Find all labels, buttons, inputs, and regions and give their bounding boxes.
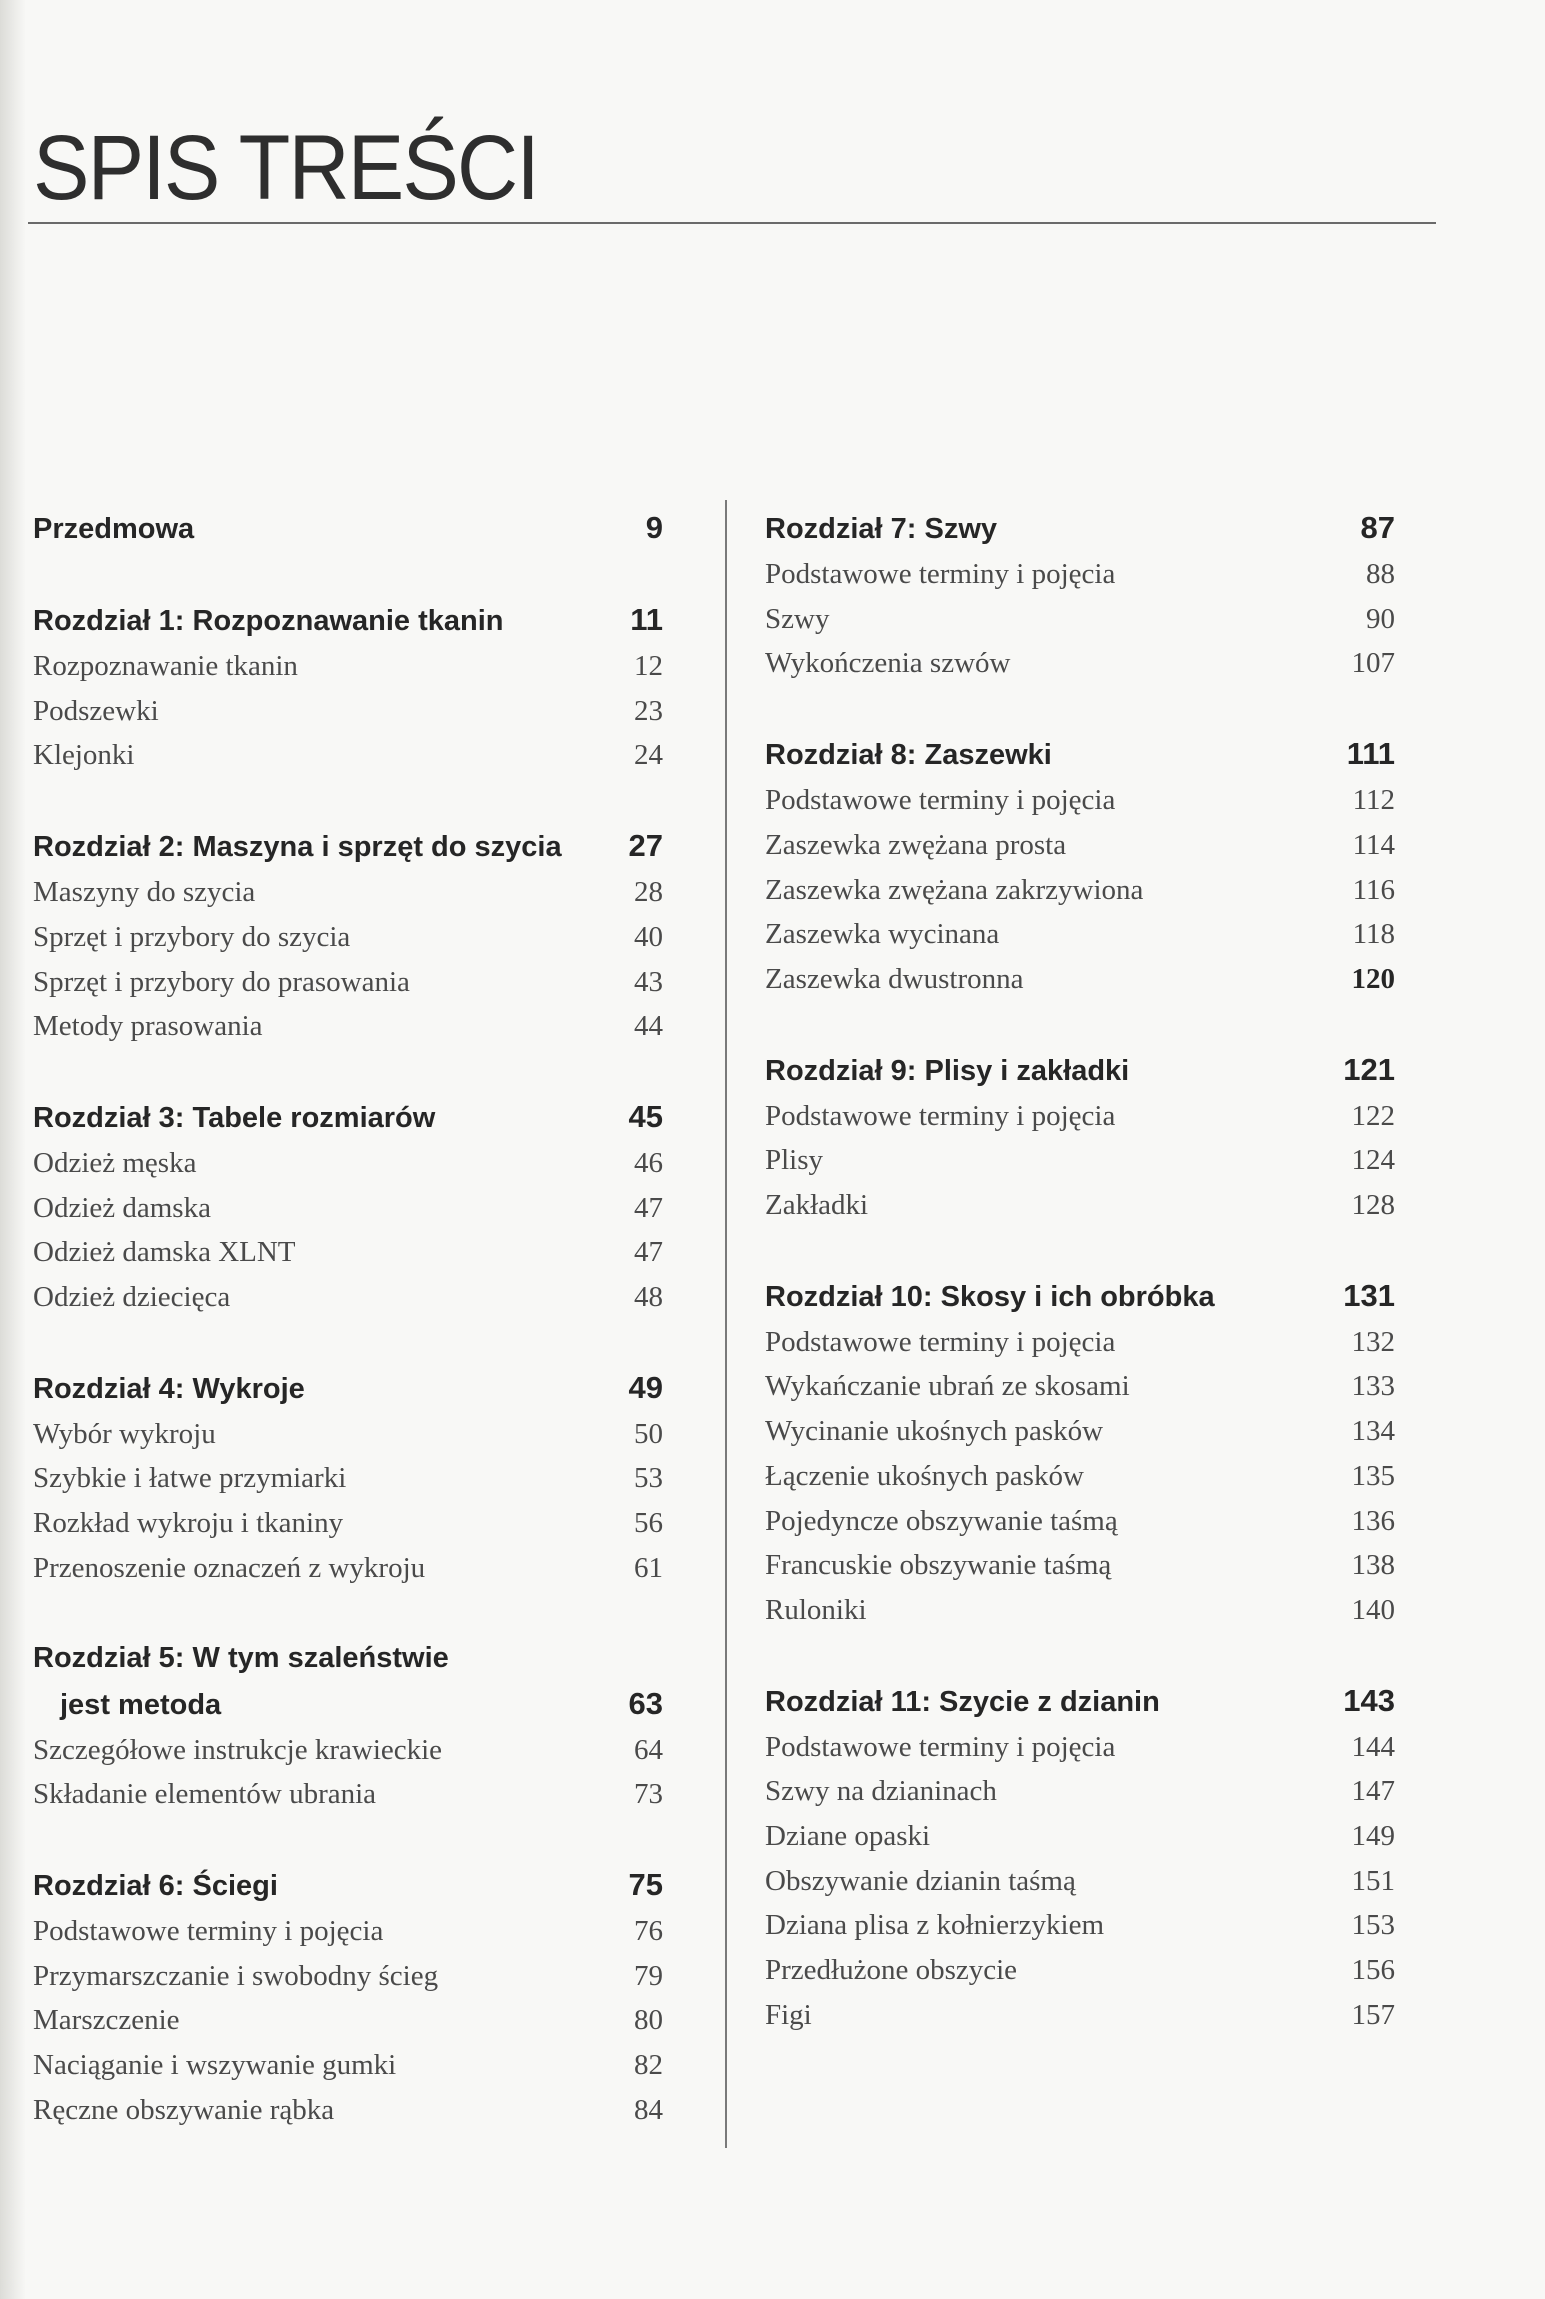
chapter-title: Rozdział 8: Zaszewki xyxy=(765,739,1052,772)
chapter-heading xyxy=(765,1047,1395,1094)
entry-page-number: 24 xyxy=(634,739,663,772)
chapter-page-number: 111 xyxy=(1346,736,1395,772)
entry-label: Wycinanie ukośnych pasków xyxy=(765,1415,1104,1448)
toc-entry xyxy=(33,1772,663,1817)
entry-page-number: 61 xyxy=(634,1551,663,1584)
chapter-page-number: 143 xyxy=(1343,1682,1395,1718)
entry-label: Zaszewka zwężana prosta xyxy=(765,828,1067,861)
chapter-title: Rozdział 6: Ściegi xyxy=(33,1869,278,1902)
toc-entry xyxy=(765,597,1395,642)
entry-label: Odzież damska XLNT xyxy=(33,1236,296,1269)
entry-label: Zaszewka wycinana xyxy=(765,918,1000,951)
entry-page-number: 124 xyxy=(1351,1144,1395,1177)
chapter-page-number: 11 xyxy=(630,602,663,637)
entry-page-number: 43 xyxy=(634,965,663,998)
chapter-title: Przedmowa xyxy=(33,513,195,545)
entry-page-number: 46 xyxy=(634,1146,663,1179)
entry-label: Odzież męska xyxy=(33,1146,197,1179)
toc-entry xyxy=(765,1409,1395,1454)
entry-page-number: 112 xyxy=(1352,784,1395,817)
toc-entry xyxy=(765,1948,1395,1993)
toc-entry xyxy=(765,1588,1395,1633)
toc-entry xyxy=(33,960,663,1005)
entry-label: Odzież dziecięca xyxy=(33,1281,231,1314)
chapter-heading xyxy=(33,597,663,644)
toc-section xyxy=(765,1678,1395,2038)
entry-page-number: 138 xyxy=(1351,1549,1395,1582)
entry-label: Szwy xyxy=(765,602,830,635)
entry-page-number: 149 xyxy=(1351,1820,1395,1853)
toc-entry xyxy=(33,1909,663,1954)
toc-section xyxy=(765,505,1395,686)
entry-page-number: 136 xyxy=(1351,1504,1395,1537)
entry-page-number: 122 xyxy=(1351,1099,1395,1132)
chapter-title: Rozdział 7: Szwy xyxy=(765,513,998,545)
entry-page-number: 118 xyxy=(1352,918,1395,951)
chapter-heading xyxy=(33,505,663,552)
chapter-page-number: 49 xyxy=(628,1369,663,1405)
entry-label: Maszyny do szycia xyxy=(33,876,256,909)
entry-label: Sprzęt i przybory do prasowania xyxy=(33,965,410,998)
entry-page-number: 44 xyxy=(634,1010,663,1043)
entry-page-number: 116 xyxy=(1352,873,1395,906)
entry-label: Klejonki xyxy=(33,739,135,772)
entry-label: Ruloniki xyxy=(765,1593,867,1626)
entry-label: Składanie elementów ubrania xyxy=(33,1778,377,1811)
chapter-heading xyxy=(33,1636,663,1681)
toc-section xyxy=(765,731,1395,1002)
toc-section xyxy=(33,1094,663,1320)
chapter-page-number: 63 xyxy=(628,1685,663,1721)
chapter-heading xyxy=(33,1862,663,1909)
toc-right-column xyxy=(765,505,1395,2083)
entry-page-number: 114 xyxy=(1352,828,1395,861)
chapter-title: Rozdział 2: Maszyna i sprzęt do szycia xyxy=(33,831,562,864)
entry-label: Odzież damska xyxy=(33,1191,211,1224)
toc-entry xyxy=(765,1320,1395,1365)
entry-page-number: 157 xyxy=(1351,1998,1395,2031)
entry-page-number: 47 xyxy=(634,1191,663,1224)
toc-entry xyxy=(33,644,663,689)
entry-label: Podstawowe terminy i pojęcia xyxy=(33,1914,384,1947)
toc-entry xyxy=(33,1456,663,1501)
toc-entry xyxy=(765,1769,1395,1814)
toc-entry xyxy=(765,1183,1395,1228)
entry-label: Dziana plisa z kołnierzykiem xyxy=(765,1909,1105,1942)
entry-label: Francuskie obszywanie taśmą xyxy=(765,1549,1112,1582)
entry-label: Plisy xyxy=(765,1144,824,1177)
entry-page-number: 28 xyxy=(634,876,663,909)
entry-label: Przedłużone obszycie xyxy=(765,1954,1018,1987)
toc-entry xyxy=(765,1859,1395,1904)
toc-section xyxy=(33,823,663,1049)
toc-section xyxy=(33,505,663,552)
entry-label: Sprzęt i przybory do szycia xyxy=(33,920,351,953)
entry-label: Przenoszenie oznaczeń z wykroju xyxy=(33,1551,426,1584)
chapter-title: jest metoda xyxy=(60,1688,222,1721)
toc-section xyxy=(33,1636,663,1817)
toc-entry xyxy=(33,2088,663,2133)
toc-entry xyxy=(765,552,1395,597)
toc-entry xyxy=(765,1454,1395,1499)
chapter-title: Rozdział 3: Tabele rozmiarów xyxy=(33,1101,436,1134)
toc-entry xyxy=(33,915,663,960)
toc-entry xyxy=(33,689,663,734)
chapter-heading xyxy=(765,1678,1395,1725)
toc-entry xyxy=(765,778,1395,823)
toc-section xyxy=(33,597,663,778)
entry-label: Wybór wykroju xyxy=(33,1417,216,1450)
entry-label: Marszczenie xyxy=(33,2004,180,2037)
entry-label: Rozpoznawanie tkanin xyxy=(33,650,298,682)
entry-label: Pojedyncze obszywanie taśmą xyxy=(765,1504,1118,1537)
toc-entry xyxy=(33,1546,663,1591)
entry-page-number: 140 xyxy=(1351,1593,1395,1626)
entry-page-number: 134 xyxy=(1351,1415,1395,1448)
entry-label: Ręczne obszywanie rąbka xyxy=(33,2093,335,2126)
chapter-heading xyxy=(33,823,663,870)
chapter-title: Rozdział 1: Rozpoznawanie tkanin xyxy=(33,605,504,637)
entry-page-number: 144 xyxy=(1351,1730,1395,1763)
entry-page-number: 88 xyxy=(1366,558,1395,590)
entry-label: Szybkie i łatwe przymiarki xyxy=(33,1462,347,1495)
entry-page-number: 151 xyxy=(1351,1864,1395,1897)
toc-entry xyxy=(33,1141,663,1186)
toc-section xyxy=(765,1273,1395,1633)
entry-page-number: 156 xyxy=(1351,1954,1395,1987)
toc-entry xyxy=(765,1903,1395,1948)
toc-entry xyxy=(765,823,1395,868)
chapter-heading xyxy=(765,1273,1395,1320)
entry-label: Podstawowe terminy i pojęcia xyxy=(765,1099,1116,1132)
entry-page-number: 12 xyxy=(634,650,663,682)
entry-label: Podstawowe terminy i pojęcia xyxy=(765,1325,1116,1358)
toc-entry xyxy=(765,912,1395,957)
entry-page-number: 128 xyxy=(1351,1189,1395,1222)
entry-label: Przymarszczanie i swobodny ścieg xyxy=(33,1959,439,1992)
entry-page-number: 153 xyxy=(1351,1909,1395,1942)
toc-section xyxy=(33,1365,663,1591)
entry-page-number: 82 xyxy=(634,2049,663,2082)
entry-label: Dziane opaski xyxy=(765,1820,931,1853)
entry-page-number: 133 xyxy=(1351,1370,1395,1403)
entry-label: Wykańczanie ubrań ze skosami xyxy=(765,1370,1130,1403)
toc-entry xyxy=(33,1186,663,1231)
chapter-page-number: 9 xyxy=(645,510,663,545)
toc-entry xyxy=(765,957,1395,1002)
chapter-page-number: 45 xyxy=(628,1098,663,1134)
column-divider xyxy=(725,500,727,2148)
entry-page-number: 76 xyxy=(634,1914,663,1947)
entry-page-number: 48 xyxy=(634,1281,663,1314)
chapter-heading xyxy=(33,1365,663,1412)
chapter-page-number: 131 xyxy=(1343,1277,1395,1313)
entry-page-number: 135 xyxy=(1351,1459,1395,1492)
entry-page-number: 40 xyxy=(634,920,663,953)
entry-label: Metody prasowania xyxy=(33,1010,263,1043)
entry-label: Naciąganie i wszywanie gumki xyxy=(33,2049,397,2082)
toc-entry xyxy=(765,1993,1395,2038)
entry-page-number: 120 xyxy=(1351,962,1395,995)
chapter-heading xyxy=(33,1681,663,1728)
entry-label: Obszywanie dzianin taśmą xyxy=(765,1864,1076,1897)
entry-label: Szczegółowe instrukcje krawieckie xyxy=(33,1733,443,1766)
toc-entry xyxy=(33,733,663,778)
toc-left-column xyxy=(33,505,663,2177)
entry-page-number: 84 xyxy=(634,2093,663,2126)
chapter-heading xyxy=(33,1094,663,1141)
toc-entry xyxy=(33,870,663,915)
toc-entry xyxy=(33,2043,663,2088)
entry-label: Zaszewka zwężana zakrzywiona xyxy=(765,873,1144,906)
toc-entry xyxy=(33,1230,663,1275)
entry-label: Zakładki xyxy=(765,1189,869,1222)
chapter-title: Rozdział 10: Skosy i ich obróbka xyxy=(765,1280,1215,1313)
entry-label: Podstawowe terminy i pojęcia xyxy=(765,558,1116,590)
toc-entry xyxy=(33,1275,663,1320)
toc-entry xyxy=(765,1814,1395,1859)
toc-entry xyxy=(765,1543,1395,1588)
entry-page-number: 56 xyxy=(634,1507,663,1540)
toc-entry xyxy=(765,1094,1395,1139)
entry-label: Podstawowe terminy i pojęcia xyxy=(765,1730,1116,1763)
entry-page-number: 147 xyxy=(1351,1775,1395,1808)
toc-section xyxy=(765,1047,1395,1228)
chapter-page-number: 121 xyxy=(1343,1051,1395,1087)
entry-label: Figi xyxy=(765,1998,812,2031)
toc-entry xyxy=(765,1499,1395,1544)
toc-entry xyxy=(765,641,1395,686)
entry-page-number: 132 xyxy=(1351,1325,1395,1358)
chapter-title: Rozdział 9: Plisy i zakładki xyxy=(765,1054,1130,1087)
entry-page-number: 79 xyxy=(634,1959,663,1992)
entry-page-number: 47 xyxy=(634,1236,663,1269)
toc-entry xyxy=(765,1364,1395,1409)
toc-entry xyxy=(765,1138,1395,1183)
entry-label: Wykończenia szwów xyxy=(765,647,1011,680)
entry-page-number: 73 xyxy=(634,1778,663,1811)
chapter-heading xyxy=(765,505,1395,552)
toc-entry xyxy=(33,1501,663,1546)
page-title: SPIS TREŚCI xyxy=(33,117,539,219)
chapter-title: Rozdział 4: Wykroje xyxy=(33,1372,305,1405)
chapter-title: Rozdział 11: Szycie z dzianin xyxy=(765,1685,1160,1718)
toc-entry xyxy=(33,1954,663,1999)
entry-page-number: 80 xyxy=(634,2004,663,2037)
entry-label: Podstawowe terminy i pojęcia xyxy=(765,784,1116,817)
entry-page-number: 107 xyxy=(1351,647,1395,680)
chapter-title: Rozdział 5: W tym szaleństwie xyxy=(33,1641,449,1674)
toc-entry xyxy=(33,1412,663,1457)
toc-entry xyxy=(33,1728,663,1773)
entry-label: Łączenie ukośnych pasków xyxy=(765,1459,1084,1492)
toc-section xyxy=(33,1862,663,2133)
entry-label: Podszewki xyxy=(33,694,159,727)
entry-label: Rozkład wykroju i tkaniny xyxy=(33,1507,344,1540)
entry-page-number: 53 xyxy=(634,1462,663,1495)
entry-label: Szwy na dzianinach xyxy=(765,1775,997,1808)
title-rule xyxy=(28,222,1436,224)
scan-shadow xyxy=(0,0,26,2299)
toc-entry xyxy=(765,868,1395,913)
toc-entry xyxy=(33,1998,663,2043)
chapter-page-number: 75 xyxy=(628,1866,663,1902)
chapter-page-number: 27 xyxy=(628,828,663,864)
toc-entry xyxy=(33,1004,663,1049)
entry-page-number: 64 xyxy=(634,1733,663,1766)
chapter-page-number: 87 xyxy=(1360,510,1395,545)
entry-page-number: 90 xyxy=(1366,602,1395,635)
chapter-heading xyxy=(765,731,1395,778)
toc-entry xyxy=(765,1725,1395,1770)
entry-label: Zaszewka dwustronna xyxy=(765,962,1024,995)
entry-page-number: 50 xyxy=(634,1417,663,1450)
entry-page-number: 23 xyxy=(634,694,663,727)
